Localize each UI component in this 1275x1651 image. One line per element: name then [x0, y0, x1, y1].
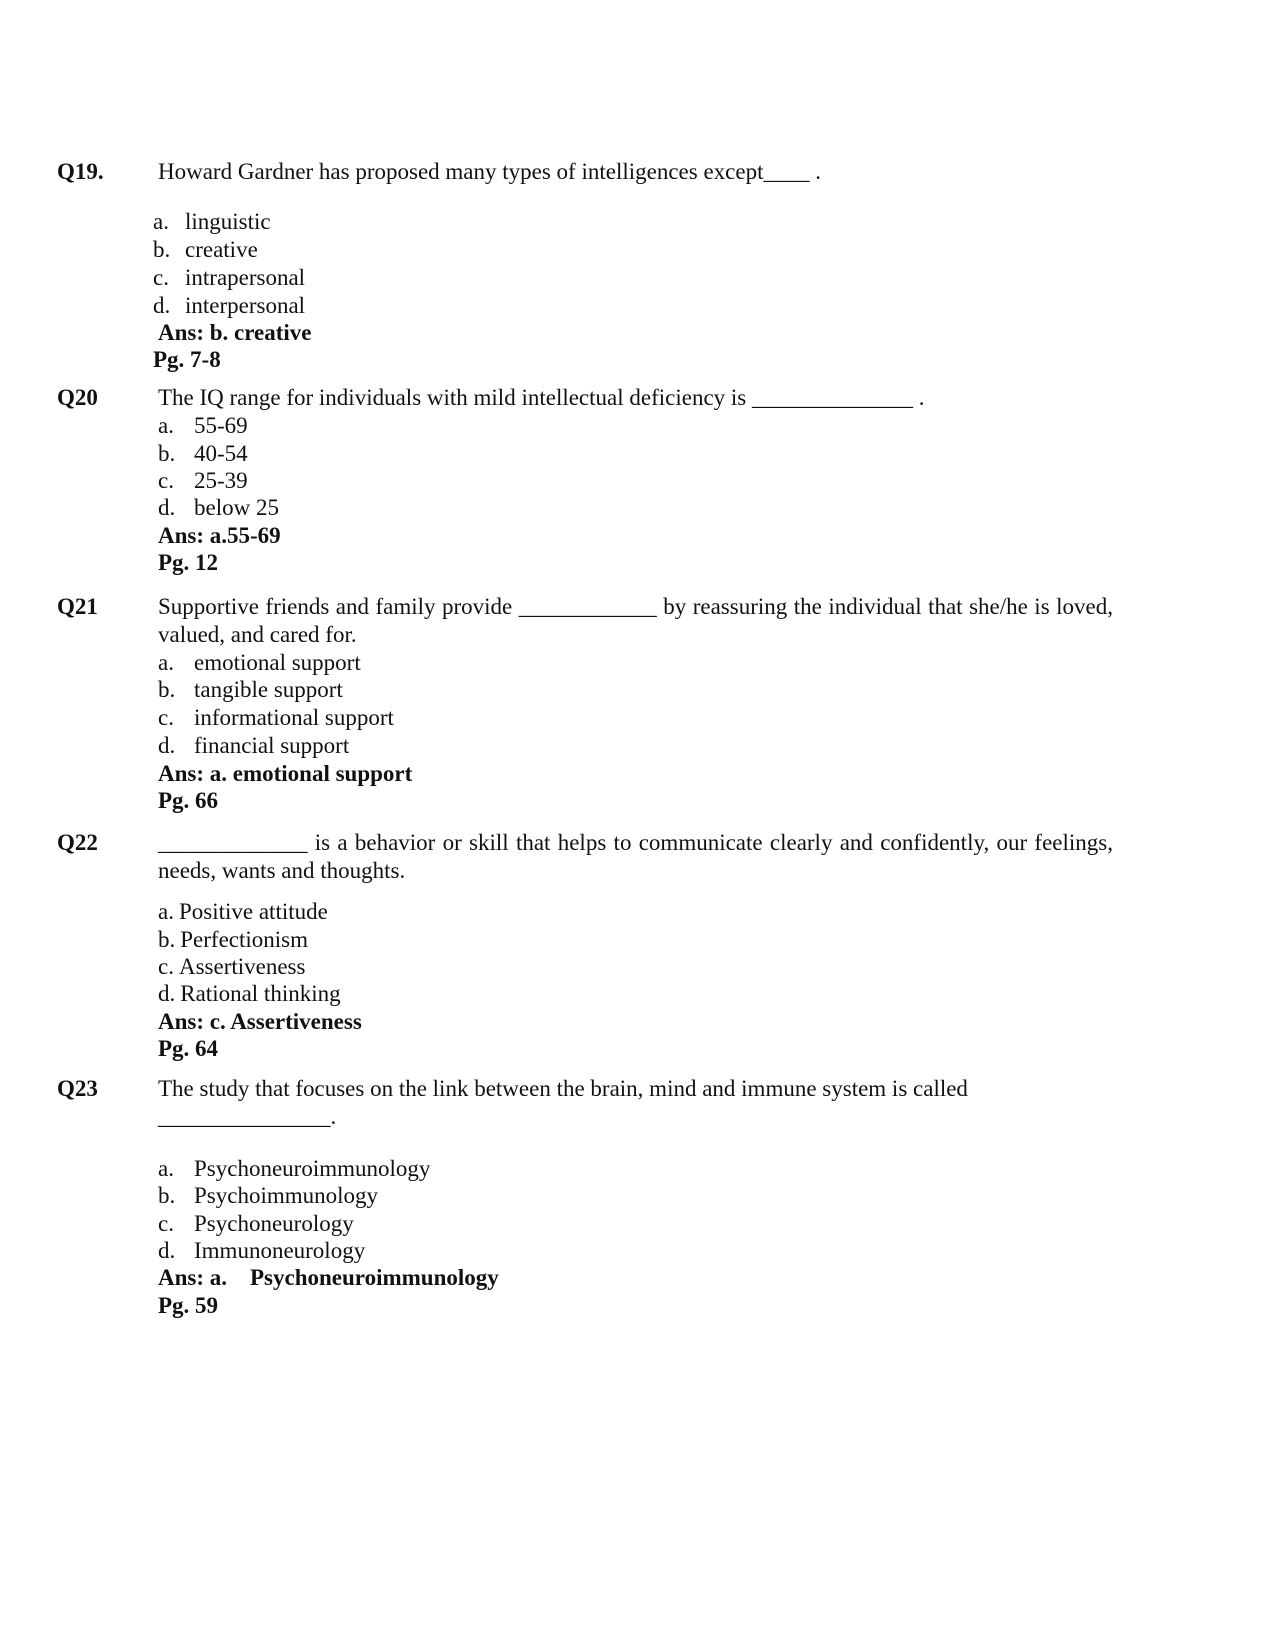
page-reference: Pg. 64 — [158, 1036, 219, 1061]
option-letter: b. — [158, 1183, 176, 1208]
option-c — [158, 704, 394, 732]
option-d — [158, 494, 279, 522]
option-c — [158, 953, 305, 981]
answer: Ans: a. Psychoneuroimmunology — [158, 1265, 499, 1290]
option-a — [158, 1155, 430, 1183]
option-text: Psychoneuroimmunology — [194, 1156, 431, 1181]
option-a — [158, 649, 361, 677]
option-a — [158, 412, 248, 440]
option-b — [158, 676, 343, 704]
question-number: Q20 — [57, 385, 98, 410]
option-d — [158, 732, 349, 760]
option-text: informational support — [194, 705, 394, 730]
option-text: 40-54 — [194, 441, 248, 466]
answer: Ans: a. emotional support — [158, 761, 413, 786]
option-letter: a. — [158, 899, 174, 924]
option-a — [153, 208, 271, 236]
page-reference: Pg. 12 — [158, 550, 219, 575]
option-text: Psychoimmunology — [194, 1183, 379, 1208]
option-letter: d. — [158, 495, 176, 520]
option-letter: a. — [158, 650, 174, 675]
option-text: Assertiveness — [178, 954, 306, 979]
option-c — [153, 264, 305, 292]
option-letter: a. — [158, 413, 174, 438]
option-d — [158, 1237, 365, 1265]
answer: Ans: b. creative — [158, 320, 312, 345]
option-letter: c. — [158, 1211, 174, 1236]
option-text: emotional support — [194, 650, 361, 675]
option-letter: b. — [153, 237, 171, 262]
question-number: Q21 — [57, 594, 98, 619]
option-letter: d. — [158, 981, 176, 1006]
option-letter: c. — [158, 705, 174, 730]
answer: Ans: a.55-69 — [158, 523, 281, 548]
question-text: The IQ range for individuals with mild intellectual deficiency is ______________ . — [158, 385, 925, 410]
page-reference: Pg. 59 — [158, 1293, 219, 1318]
page-reference: Pg. 7-8 — [153, 347, 221, 372]
option-b — [158, 1182, 378, 1210]
option-text: Rational thinking — [180, 981, 341, 1006]
option-text: tangible support — [194, 677, 343, 702]
option-text: interpersonal — [185, 293, 306, 318]
option-letter: b. — [158, 927, 176, 952]
page-reference: Pg. 66 — [158, 788, 219, 813]
question-number: Q19. — [57, 159, 104, 184]
option-letter: d. — [158, 733, 176, 758]
question-text-blank: _______________. — [158, 1104, 337, 1129]
option-text: Immunoneurology — [194, 1238, 366, 1263]
option-d — [158, 980, 341, 1008]
option-d — [153, 292, 305, 320]
question-text: _____________ is a behavior or skill that helps to communicate clearly and confidently, our feelings, needs, wants and thoughts. — [158, 830, 1113, 883]
option-a — [158, 898, 328, 926]
option-text: Perfectionism — [180, 927, 308, 952]
option-letter: c. — [158, 954, 174, 979]
option-text: creative — [185, 237, 258, 262]
option-b — [153, 236, 258, 264]
option-text: below 25 — [194, 495, 279, 520]
option-letter: c. — [158, 468, 174, 493]
option-letter: d. — [158, 1238, 176, 1263]
option-letter: d. — [153, 293, 171, 318]
option-text: Positive attitude — [178, 899, 328, 924]
option-letter: b. — [158, 441, 176, 466]
option-letter: b. — [158, 677, 176, 702]
answer: Ans: c. Assertiveness — [158, 1009, 362, 1034]
question-text: Supportive friends and family provide ____________ by reassuring the individual that she/he is loved, valued, and cared for. — [158, 594, 1113, 647]
question-number: Q23 — [57, 1076, 98, 1101]
question-number: Q22 — [57, 830, 98, 855]
option-text: financial support — [194, 733, 350, 758]
option-text: intrapersonal — [185, 265, 306, 290]
option-letter: a. — [158, 1156, 174, 1181]
option-letter: c. — [153, 265, 169, 290]
option-c — [158, 467, 248, 495]
question-text: Howard Gardner has proposed many types of intelligences except____ . — [158, 159, 821, 184]
option-text: 25-39 — [194, 468, 248, 493]
option-text: linguistic — [185, 209, 271, 234]
option-c — [158, 1210, 354, 1238]
option-b — [158, 440, 248, 468]
question-text: The study that focuses on the link between the brain, mind and immune system is called — [158, 1076, 968, 1101]
option-text: 55-69 — [194, 413, 248, 438]
option-text: Psychoneurology — [194, 1211, 354, 1236]
option-letter: a. — [153, 209, 169, 234]
option-b — [158, 926, 308, 954]
